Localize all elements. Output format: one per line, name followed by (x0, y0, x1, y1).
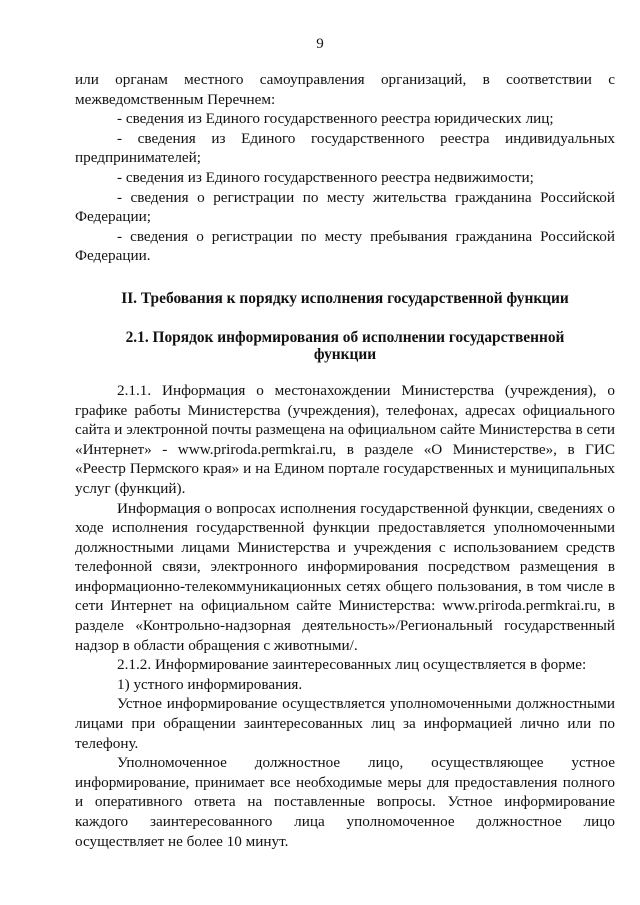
paragraph: Устное информирование осуществляется уполномоченными должностными лицами при обращении заинтересованных лиц за информацией лично или по телефону. (75, 695, 615, 752)
paragraph: 1) устного информирования. (117, 675, 303, 693)
paragraph: Уполномоченное должностное лицо, осуществляющее устное информирование, принимает все необходимые меры для предоставления полного и оперативного ответа на поставленные вопросы. Устное информирование каждого заинтересованного лица уполномоченное должностное лицо осуществляет не более 10 минут. (75, 754, 615, 850)
paragraph: Информация о вопросах исполнения государственной функции, сведениях о ходе исполнения государственной функции предоставляется уполномоченными должностными лицами Министерства и учреждения с использованием средств телефонной связи, электронного информирования посредством размещения в информационно-телекоммуникационных сетях общего пользования, в том числе в сети Интернет на официальном сайте Министерства: www.priroda.permkrai.ru, в разделе «Контрольно-надзорная деятельность»/Региональный государственный надзор в области обращения с животными/. (75, 499, 615, 654)
paragraph: 2.1.1. Информация о местонахождении Министерства (учреждения), о графике работы Министерства (учреждения), телефонах, адресах официального сайта и электронной почты размещена на официальном сайте Министерства в сети «Интернет» - www.priroda.permkrai.ru, в разделе «О Министерстве», в ГИС «Реестр Пермского края» и на Едином портале государственных и муниципальных услуг (функций). (75, 381, 615, 497)
list-item: - сведения о регистрации по месту пребывания гражданина Российской Федерации. (75, 227, 615, 265)
document-body (75, 70, 615, 851)
list-item: - сведения из Единого государственного реестра юридических лиц; (117, 110, 554, 128)
paragraph: 2.1.2. Информирование заинтересованных лиц осуществляется в форме: (117, 656, 587, 674)
page-number: 9 (316, 36, 324, 52)
subsection-heading: 2.1. Порядок информирования об исполнении государственной функции (125, 328, 565, 363)
list-item: - сведения о регистрации по месту жительства гражданина Российской Федерации; (75, 188, 615, 226)
paragraph-intro: или органам местного самоуправления организаций, в соответствии с межведомственным Перечнем: (75, 71, 615, 108)
section-heading: II. Требования к порядку исполнения государственной функции (121, 289, 569, 307)
list-item: - сведения из Единого государственного реестра индивидуальных предпринимателей; (75, 129, 615, 167)
list-item: - сведения из Единого государственного реестра недвижимости; (117, 168, 534, 186)
